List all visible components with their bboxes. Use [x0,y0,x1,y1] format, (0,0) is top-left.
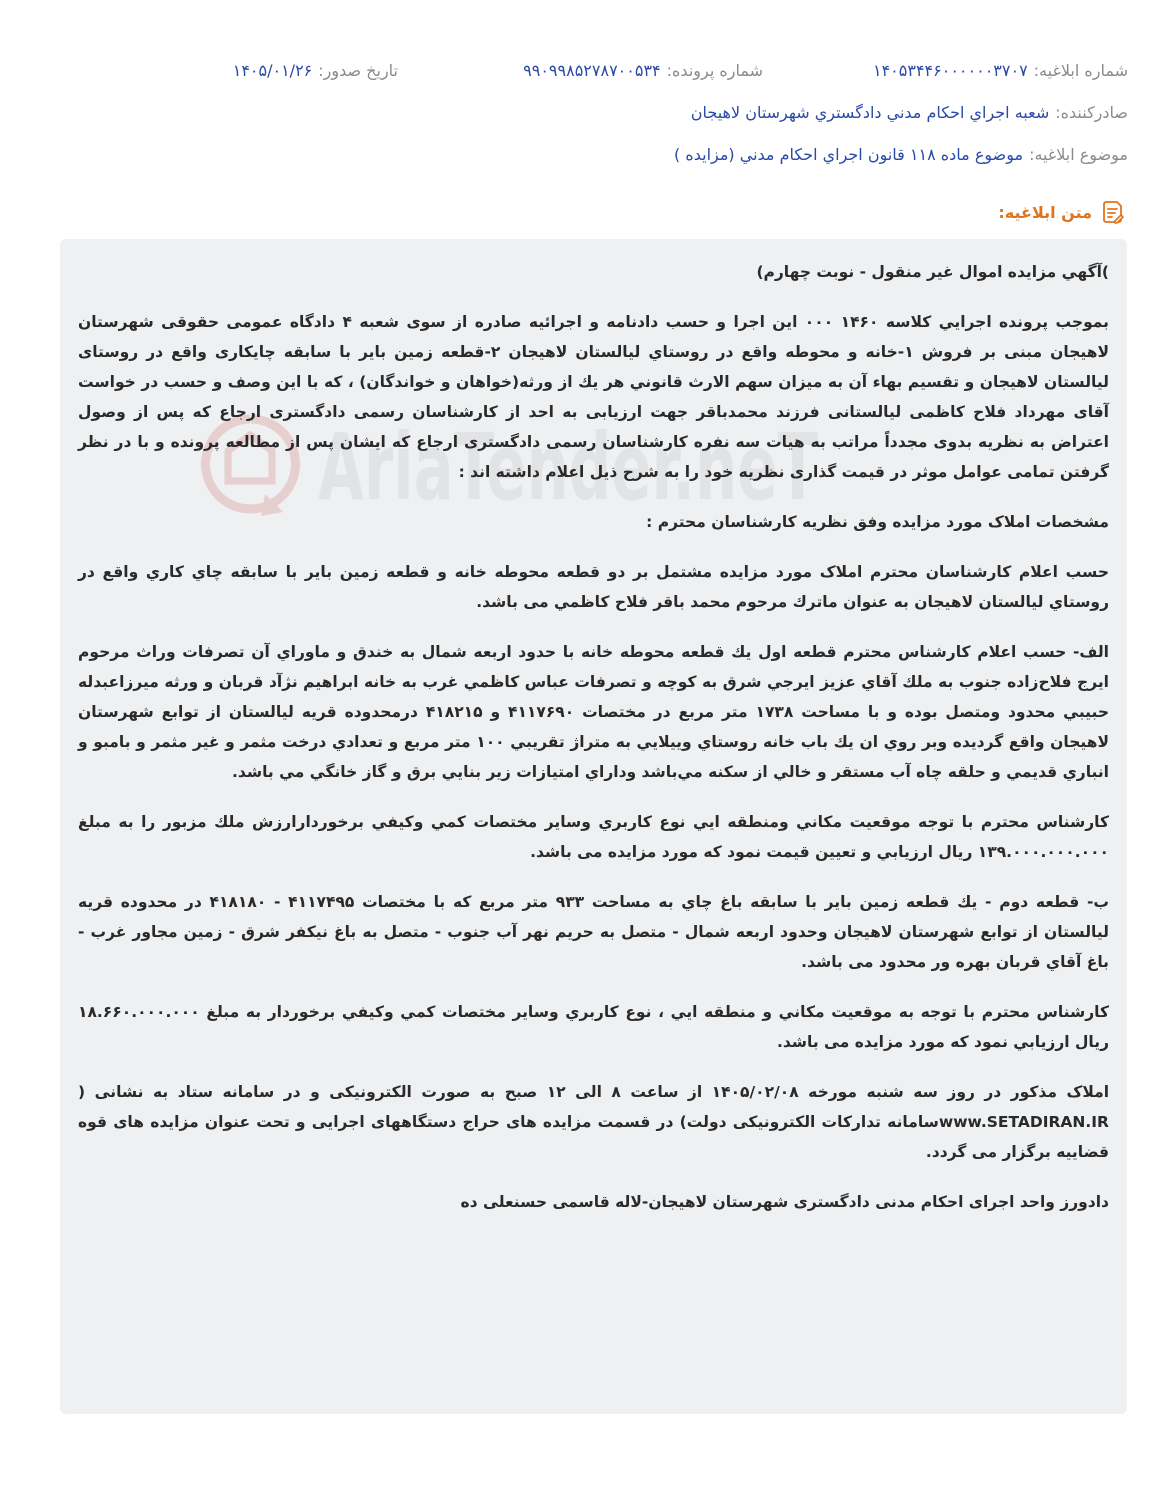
notice-body [78,257,1109,1237]
section-title [998,199,1126,225]
notice-number-label: شماره ابلاغيه: [1033,60,1128,80]
notice-paragraph: املاک مذكور در روز سه شنبه مورخه ۱۴۰۵/۰۲/۰۸ از ساعت ۸ الی ۱۲ صبح به صورت الكترونيكی و در سامانه ستاد به نشانی ( www.SETADIRAN.IRسامانه تداركات الكترونيكی دولت) در قسمت مزايده های حراج دستگاههای اجرايی و تحت عنوان مزايده های قوه قضاييه برگزار می گردد. [78,1083,1110,1161]
notice-paragraph: كارشناس محترم با توجه به موقعيت مكاني و منطقه ايي ، نوع كاربري وساير مختصات كمي وكيفي برخوردار به مبلغ ۱۸.۶۶۰.۰۰۰.۰۰۰ ريال ارزيابي نمود كه مورد مزايده می باشد. [78,1003,1109,1051]
notice-number [873,61,1128,80]
notice-paragraph: ب- قطعه دوم - يك قطعه زمين باير با سابقه باغ چاي به مساحت ۹۳۳ متر مربع كه با مختصات ۴۱۱۷۴۹۵ - ۴۱۸۱۸۰ در محدوده قريه ليالستان از توابع شهرستان لاهيجان وحدود اربعه شمال - متصل به حريم نهر آب جنوب - متصل به باغ نيكفر شرق - زمين مجاور غرب - باغ آقاي قربان بهره ور محدود می باشد. [78,893,1109,971]
case-number-label: شماره پرونده: [666,60,763,80]
notice-paragraph: الف- حسب اعلام كارشناس محترم قطعه اول يك قطعه محوطه خانه با حدود اربعه شمال به خندق و ماوراي آن تصرفات وراث مرحوم ايرج فلاح‌زاده جنوب به ملك آقاي عزيز ايرجي شرق به كوچه و تصرفات عباس كاظمي غرب به خانه ابراهيم نژآد قربان و ورثه ميرزاعبدله حبيبي محدود ومتصل بوده و با مساحت ۱۷۳۸ متر مربع در مختصات ۴۱۱۷۶۹۰ و ۴۱۸۲۱۵ درمحدوده قريه ليالستان از توابع شهرستان لاهيجان واقع گرديده وبر روي ان يك باب خانه روستاي وييلايي به متراژ تقريبي ۱۰۰ متر مربع و تعدادي درخت مثمر و غير مثمر و بامبو و انباري قديمي و حلقه چاه آب مستقر و خالي از سكنه مي‌باشد وداراي امتيازات زير بنايي برق و گاز خانگي مي باشد. [78,643,1109,781]
notice-paragraph: مشخصات املاک مورد مزايده وفق نظريه كارشناسان محترم : [646,513,1109,531]
issue-date-label: تاريخ صدور: [318,60,398,80]
subject [674,145,1128,164]
issuer-row [46,97,1128,127]
case-number [523,61,763,80]
subject-value: موضوع ماده ۱۱۸ قانون اجراي احكام مدني (مزايده ) [674,144,1024,164]
issuer [691,103,1128,122]
document-text-icon [1100,199,1126,225]
notice-paragraph: بموجب پرونده اجرايي كلاسه ۱۴۶۰ ۰۰۰ اين اجرا و حسب دادنامه و اجرائيه صادره از سوی شعبه ۴ دادگاه عمومی حقوقی شهرستان لاهيجان مبنی بر فروش ۱-خانه و محوطه واقع در روستاي ليالستان لاهيجان ۲-قطعه زمين باير با سابقه چايكاری واقع در روستای ليالستان لاهيجان و تقسيم بهاء آن به ميزان سهم الارث قانوني هر يك از ورثه(خواهان و خواندگان) ، كه با اين وصف و حسب در خواست آقای مهرداد فلاح كاظمی ليالستانی فرزند محمدباقر جهت ارزيابی به احد از كارشناسان رسمی دادگستری ارجاع كه پس از وصول اعتراض به نظريه بدوی مجدداً مراتب به هيات سه نفره كارشناسان رسمی دادگستری ارجاع كه ايشان پس از مطالعه پرونده و با در نظر گرفتن تمامی عوامل موثر در قيمت گذاری نظريه خود را به شرح ذيل اعلام داشته اند : [78,313,1110,481]
subject-row [46,139,1128,169]
notice-meta-row [46,55,1128,85]
subject-label: موضوع ابلاغيه: [1029,144,1128,164]
issuer-label: صادرکننده: [1055,102,1128,122]
section-title-text: متن ابلاغيه: [998,202,1092,222]
notice-paragraph: كارشناس محترم با توجه موقعيت مكاني ومنطقه ايي نوع كاربري وساير مختصات كمي وكيفي برخوردارارزش ملك مزبور را به مبلغ ۱۳۹.۰۰۰.۰۰۰.۰۰۰ ريال ارزيابي و تعيين قيمت نمود كه مورد مزايده می باشد. [78,813,1109,861]
notice-heading: )آگهي مزايده اموال غير منقول - نوبت چهارم) [756,263,1109,281]
issuer-value: شعبه اجراي احكام مدني دادگستري شهرستان لاهيجان [690,102,1050,122]
notice-number-value: ۱۴۰۵۳۴۴۶۰۰۰۰۰۰۳۷۰۷ [872,60,1028,80]
notice-signature: دادورز واحد اجرای احكام مدنی دادگستری شهرستان لاهيجان-لاله قاسمی حسنعلی ده [460,1193,1109,1211]
issue-date [233,61,398,80]
case-number-value: ۹۹۰۹۹۸۵۲۷۸۷۰۰۵۳۴ [523,60,661,80]
notice-content-box [60,239,1127,1414]
issue-date-value: ۱۴۰۵/۰۱/۲۶ [232,60,313,80]
watermark-text: AriaTender.neT [318,414,819,521]
notice-paragraph: حسب اعلام كارشناسان محترم املاک مورد مزايده مشتمل بر دو قطعه محوطه خانه و قطعه زمين باير با سابقه چاي كاري واقع در روستاي ليالستان لاهيجان به عنوان ماترك مرحوم محمد باقر فلاح كاظمي می باشد. [78,563,1109,611]
